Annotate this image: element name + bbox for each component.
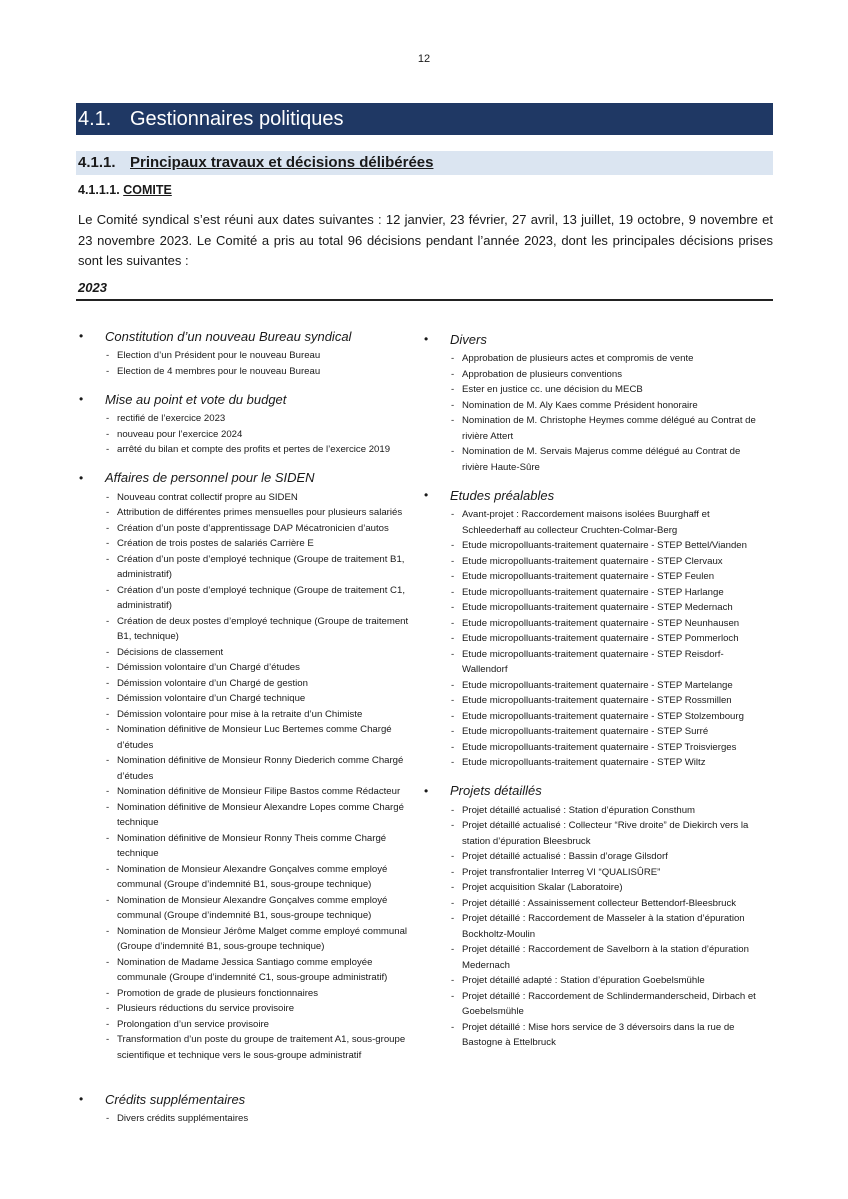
list-item: - Nomination définitive de Monsieur Filipe Bastos comme Rédacteur [78,784,418,800]
section-title [423,329,763,349]
list-item: - Divers crédits supplémentaires [78,1111,418,1127]
list-item: - Approbation de plusieurs conventions [423,367,763,383]
list-item: - Etude micropolluants-traitement quaternaire - STEP Pommerloch [423,631,763,647]
list-item: - Projet détaillé : Mise hors service de 3 déversoirs dans la rue de Bastogne à Ettelbruck [423,1020,763,1051]
list-item: - Projet acquisition Skalar (Laboratoire) [423,880,763,896]
bullet-icon: • [79,329,84,343]
year-label: 2023 [78,280,107,295]
section-items [423,803,763,1051]
section-items [423,507,763,771]
right-column [423,329,763,1061]
section-divers [423,329,763,475]
section-items [78,348,418,379]
heading-principaux-travaux [76,151,773,175]
list-item: - Ester en justice cc. une décision du MECB [423,382,763,398]
list-item: - Projet détaillé : Raccordement de Savelborn à la station d’épuration Medernach [423,942,763,973]
list-item: - Etude micropolluants-traitement quaternaire - STEP Martelange [423,678,763,694]
list-item: - Nomination de Monsieur Alexandre Gonçalves comme employé communal (Groupe d’indemnité B1, sous-groupe technique) [78,893,418,924]
section-affaires-de-personnel-pour-le-siden [78,468,418,1064]
list-item: - Nomination de Monsieur Alexandre Gonçalves comme employé communal (Groupe d’indemnité B1, sous-groupe technique) [78,862,418,893]
list-item: - arrêté du bilan et compte des profits et pertes de l’exercice 2019 [78,442,418,458]
heading2-title: Principaux travaux et décisions délibérées [130,154,434,171]
list-item: - Projet détaillé actualisé : Collecteur “Rive droite” de Diekirch vers la station d’épuration Bleesbruck [423,818,763,849]
section-title-text: Crédits supplémentaires [105,1091,246,1107]
list-item: - Nomination de Madame Jessica Santiago comme employée communale (Groupe d’indemnité C1, sous-groupe administratif) [78,955,418,986]
list-item: - Etude micropolluants-traitement quaternaire - STEP Medernach [423,600,763,616]
divider [76,299,773,301]
section-credits-supplementaires [78,1089,418,1127]
list-item: - Election de 4 membres pour le nouveau Bureau [78,364,418,380]
list-item: - Etude micropolluants-traitement quaternaire - STEP Rossmillen [423,693,763,709]
list-item: - Etude micropolluants-traitement quaternaire - STEP Reisdorf-Wallendorf [423,647,763,678]
list-item: - Etude micropolluants-traitement quaternaire - STEP Troisvierges [423,740,763,756]
list-item: - Création d’un poste d’employé technique (Groupe de traitement B1, administratif) [78,552,418,583]
left-column [78,326,418,1137]
heading2-number: 4.1.1. [78,154,116,171]
list-item: - Nomination de M. Aly Kaes comme Président honoraire [423,398,763,414]
section-etudes-prealables [423,485,763,771]
bullet-icon: • [79,392,84,406]
list-item: - Promotion de grade de plusieurs fonctionnaires [78,986,418,1002]
list-item: - Nomination de M. Servais Majerus comme délégué au Contrat de rivière Haute-Sûre [423,444,763,475]
list-item: - Projet transfrontalier Interreg VI “QUALISÛRE” [423,865,763,881]
section-title-text: Affaires de personnel pour le SIDEN [105,470,315,485]
heading1-title: Gestionnaires politiques [130,108,344,130]
list-item: - Création d’un poste d’apprentissage DAP Mécatronicien d’autos [78,521,418,537]
section-title [78,326,418,346]
list-item: - Avant-projet : Raccordement maisons isolées Buurghaff et Schleederhaff au collecteur Cruchten-Colmar-Berg [423,507,763,538]
list-item: - Nomination définitive de Monsieur Luc Bertemes comme Chargé d’études [78,722,418,753]
heading-comite [78,183,172,197]
section-spacer [78,1073,418,1089]
heading3-title: COMITE [123,183,172,197]
section-items [78,490,418,1064]
list-item: - Nomination de M. Christophe Heymes comme délégué au Contrat de rivière Attert [423,413,763,444]
bullet-icon: • [424,332,429,346]
bullet-icon: • [424,783,429,798]
list-item: - Démission volontaire d’un Chargé de gestion [78,676,418,692]
list-item: - Projet détaillé : Raccordement de Masseler à la station d’épuration Bockholtz-Moulin [423,911,763,942]
page-number: 12 [417,53,431,65]
list-item: - Etude micropolluants-traitement quaternaire - STEP Neunhausen [423,616,763,632]
section-title-text: Projets détaillés [450,783,542,798]
list-item: - Nomination définitive de Monsieur Ronny Theis comme Chargé technique [78,831,418,862]
section-title [423,781,763,801]
list-item: - Création de deux postes d’employé technique (Groupe de traitement B1, technique) [78,614,418,645]
section-mise-au-point-et-vote-du-budget [78,389,418,458]
list-item: - Nouveau contrat collectif propre au SIDEN [78,490,418,506]
list-item: - Démission volontaire pour mise à la retraite d’un Chimiste [78,707,418,723]
list-item: - Projet détaillé actualisé : Bassin d’orage Gilsdorf [423,849,763,865]
list-item: - nouveau pour l’exercice 2024 [78,427,418,443]
bullet-icon: • [79,470,84,485]
section-title-text: Mise au point et vote du budget [105,391,287,407]
list-item: - Etude micropolluants-traitement quaternaire - STEP Surré [423,724,763,740]
heading-gestionnaires-politiques [76,103,773,135]
intro-paragraph: Le Comité syndical s’est réuni aux dates suivantes : 12 janvier, 23 février, 27 avril, 13 juillet, 19 octobre, 9 novembre et 23 novembre 2023. Le Comité a pris au total 96 décisions pendant l’année 2023, dont les principales décisions prises sont les suivantes : [78,212,773,268]
section-items [78,1111,418,1127]
list-item: - Décisions de classement [78,645,418,661]
list-item: - Attribution de différentes primes mensuelles pour plusieurs salariés [78,505,418,521]
list-item: - Démission volontaire d’un Chargé technique [78,691,418,707]
heading1-number: 4.1. [78,108,112,130]
list-item: - Election d’un Président pour le nouveau Bureau [78,348,418,364]
section-title [78,1089,418,1109]
list-item: - Nomination définitive de Monsieur Ronny Diederich comme Chargé d’études [78,753,418,784]
list-item: - Création d’un poste d’employé technique (Groupe de traitement C1, administratif) [78,583,418,614]
list-item: - Etude micropolluants-traitement quaternaire - STEP Clervaux [423,554,763,570]
list-item: - Démission volontaire d’un Chargé d’études [78,660,418,676]
bullet-icon: • [79,1092,84,1106]
bullet-icon: • [424,488,429,502]
list-item: - Plusieurs réductions du service provisoire [78,1001,418,1017]
list-item: - Etude micropolluants-traitement quaternaire - STEP Bettel/Vianden [423,538,763,554]
section-title [423,485,763,505]
section-items [78,411,418,458]
list-item: - Etude micropolluants-traitement quaternaire - STEP Harlange [423,585,763,601]
list-item: - Nomination définitive de Monsieur Alexandre Lopes comme Chargé technique [78,800,418,831]
heading3-number: 4.1.1.1. [78,183,120,197]
list-item: - Prolongation d’un service provisoire [78,1017,418,1033]
list-item: - Projet détaillé actualisé : Station d’épuration Consthum [423,803,763,819]
section-title [78,389,418,409]
list-item: - rectifié de l’exercice 2023 [78,411,418,427]
list-item: - Projet détaillé adapté : Station d’épuration Goebelsmühle [423,973,763,989]
section-title-text: Divers [450,331,487,347]
section-title [78,468,418,488]
list-item: - Transformation d’un poste du groupe de traitement A1, sous-groupe scientifique et technique vers le sous-groupe administratif [78,1032,418,1063]
list-item: - Etude micropolluants-traitement quaternaire - STEP Feulen [423,569,763,585]
section-title-text: Constitution d’un nouveau Bureau syndical [105,328,352,344]
list-item: - Nomination de Monsieur Jérôme Malget comme employé communal (Groupe d’indemnité B1, sous-groupe technique) [78,924,418,955]
section-items [423,351,763,475]
list-item: - Projet détaillé : Raccordement de Schlindermanderscheid, Dirbach et Goebelsmühle [423,989,763,1020]
section-title-text: Etudes préalables [450,487,555,503]
list-item: - Etude micropolluants-traitement quaternaire - STEP Stolzembourg [423,709,763,725]
list-item: - Etude micropolluants-traitement quaternaire - STEP Wiltz [423,755,763,771]
list-item: - Projet détaillé : Assainissement collecteur Bettendorf-Bleesbruck [423,896,763,912]
list-item: - Création de trois postes de salariés Carrière E [78,536,418,552]
section-constitution-d-un-nouveau-bureau-syndical [78,326,418,379]
section-projets-detailles [423,781,763,1051]
list-item: - Approbation de plusieurs actes et compromis de vente [423,351,763,367]
